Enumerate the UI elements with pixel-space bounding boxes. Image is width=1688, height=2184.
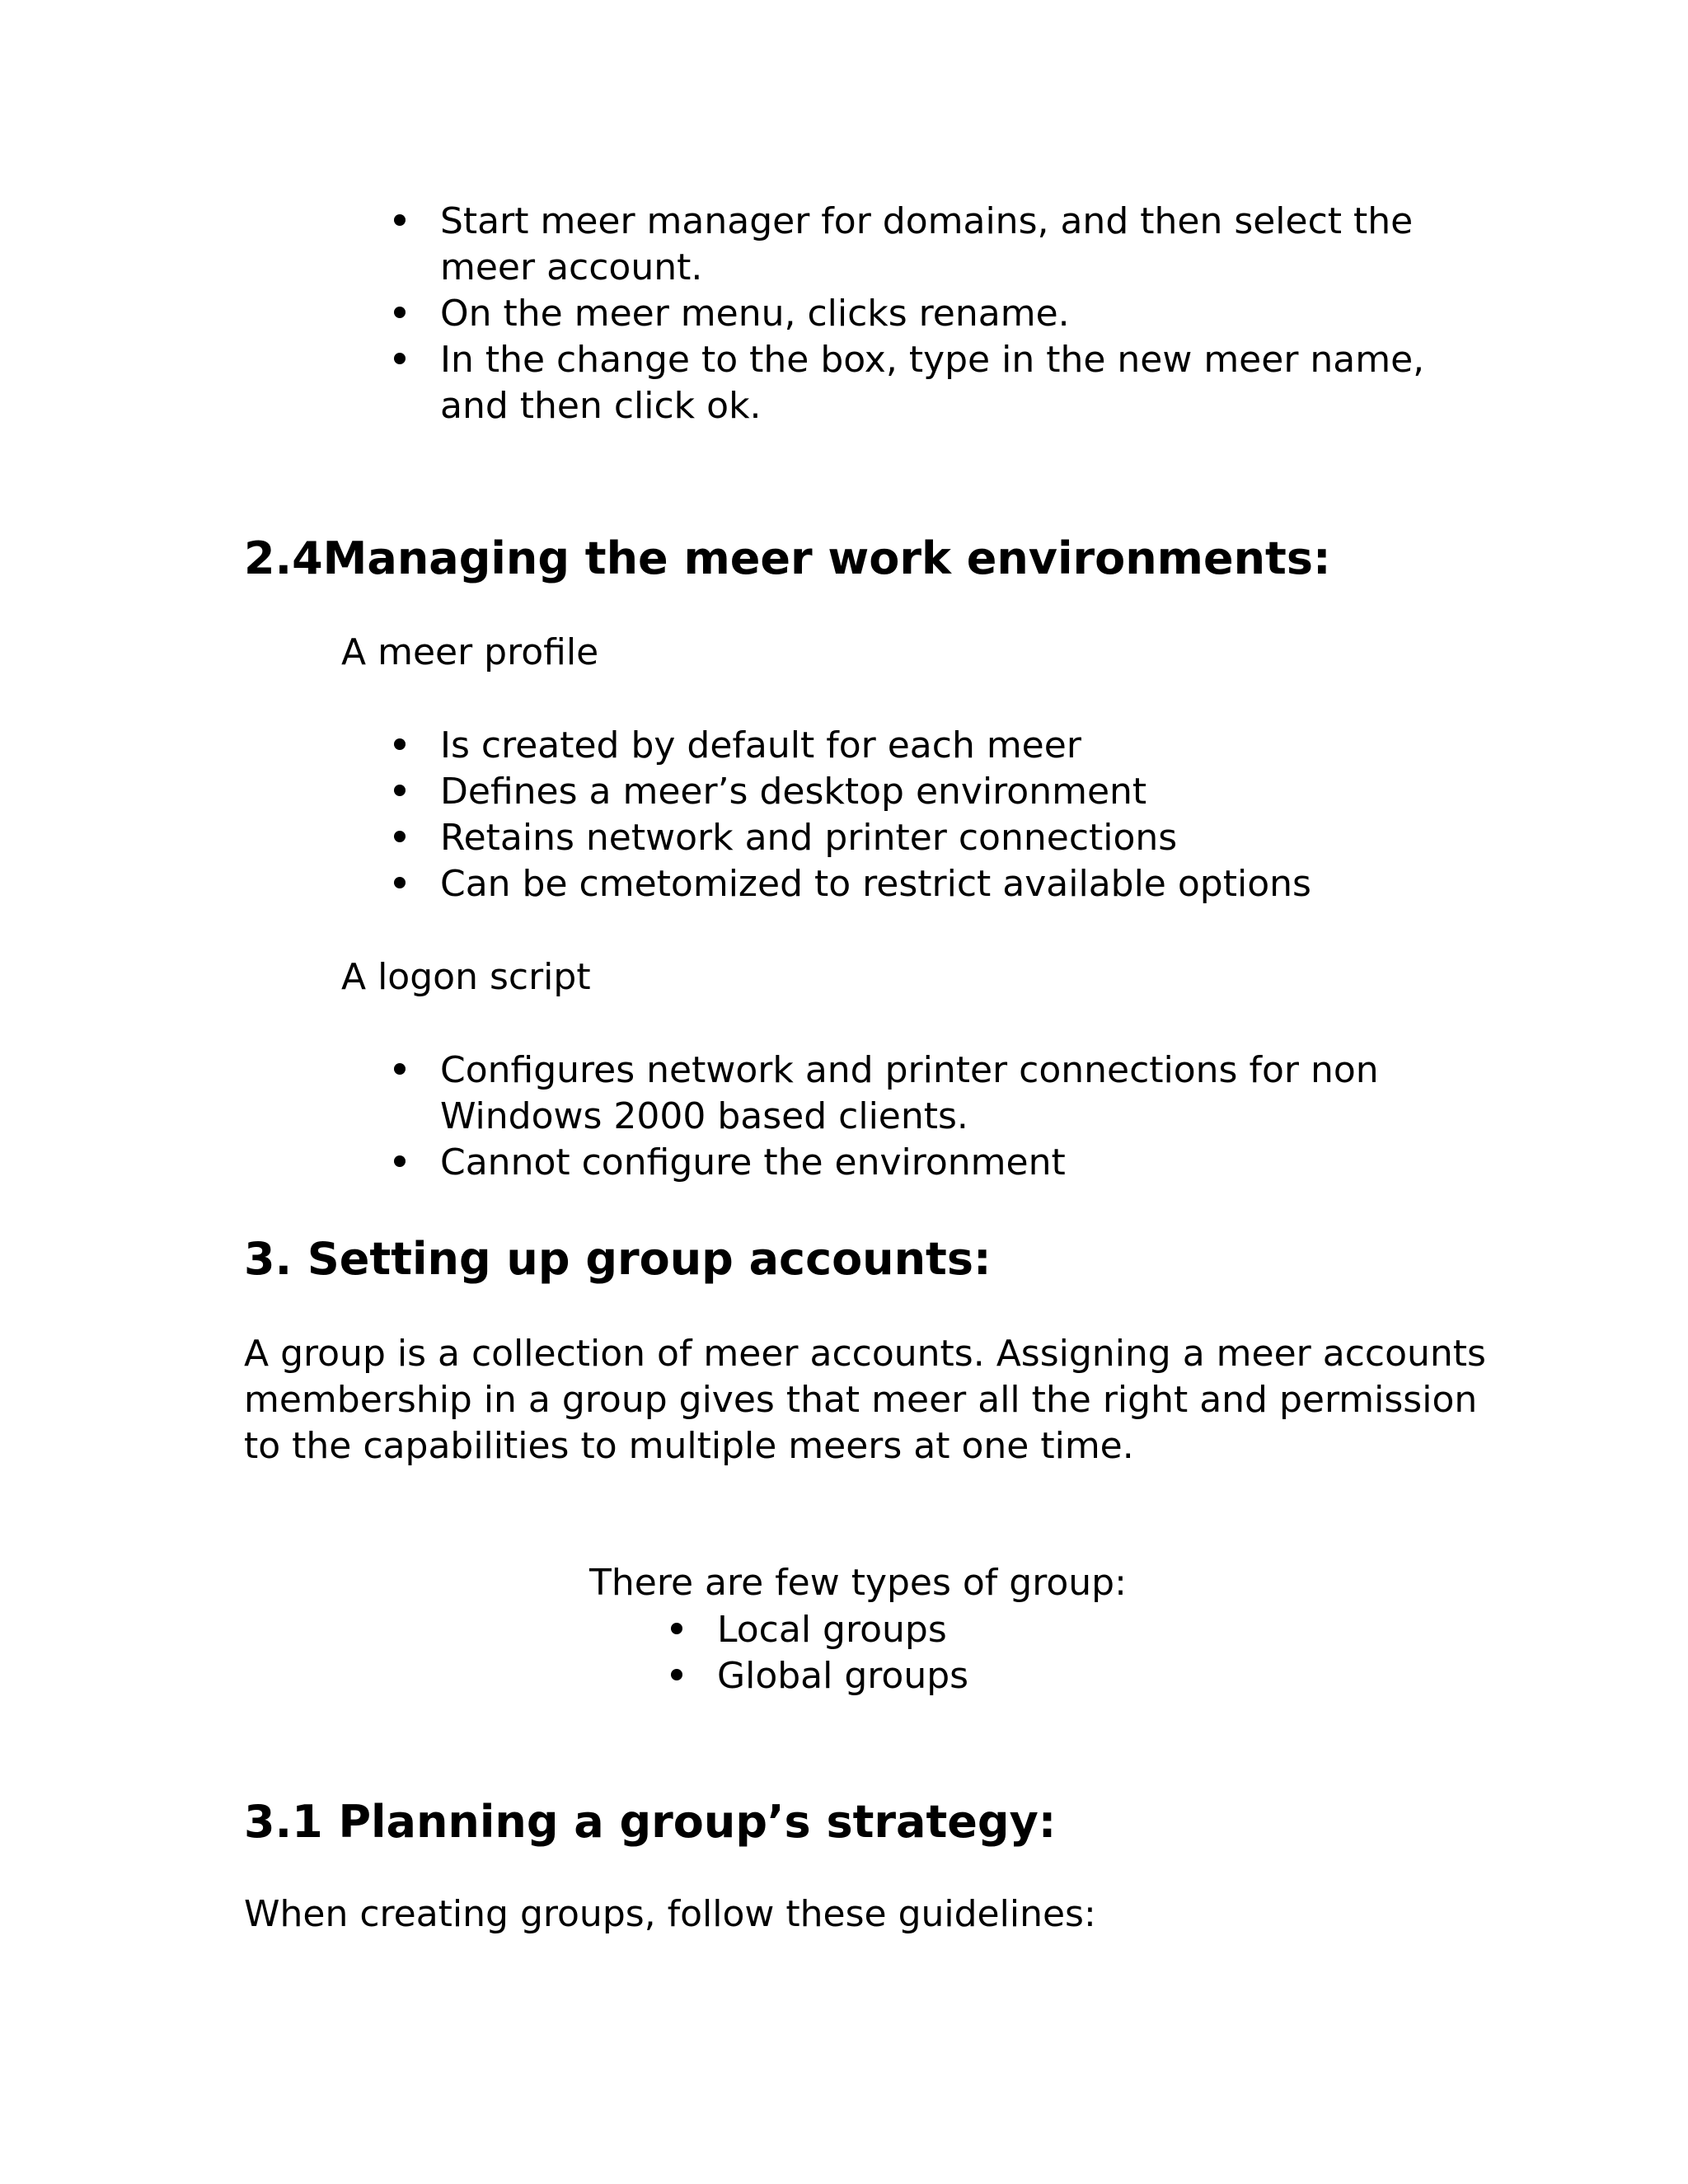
section-heading-2-4: 2.4Managing the meer work environments: bbox=[244, 532, 1331, 584]
profile-list bbox=[440, 723, 1512, 907]
list-item: Is created by default for each meer bbox=[440, 723, 1512, 769]
list-item: Defines a meer’s desktop environment bbox=[440, 769, 1512, 815]
bullet-icon bbox=[671, 1623, 682, 1634]
rename-steps-list bbox=[440, 199, 1495, 429]
bullet-icon bbox=[394, 877, 406, 888]
section-3-paragraph: A group is a collection of meer accounts. Assigning a meer accounts membership in a group gives that meer all the right and permission to the capabilities to multiple meers at one time. bbox=[244, 1333, 1486, 1467]
bullet-icon bbox=[394, 214, 406, 226]
list-item: Start meer manager for domains, and then select the meer account. bbox=[440, 199, 1495, 291]
list-item: On the meer menu, clicks rename. bbox=[440, 291, 1495, 337]
bullet-icon bbox=[394, 831, 406, 842]
list-item: Configures network and printer connections for non Windows 2000 based clients. bbox=[440, 1047, 1512, 1140]
section-heading-3: 3. Setting up group accounts: bbox=[244, 1233, 992, 1285]
list-item: Local groups bbox=[717, 1607, 1294, 1653]
bullet-icon bbox=[394, 307, 406, 318]
section-3-1-paragraph: When creating groups, follow these guidelines: bbox=[244, 1893, 1096, 1935]
list-item: Retains network and printer connections bbox=[440, 815, 1512, 861]
group-types-list bbox=[717, 1607, 1294, 1699]
profile-label: A meer profile bbox=[341, 631, 599, 673]
bullet-icon bbox=[394, 738, 406, 750]
logon-list bbox=[440, 1047, 1512, 1186]
list-item: In the change to the box, type in the new meer name, and then click ok. bbox=[440, 337, 1495, 429]
bullet-icon bbox=[394, 1063, 406, 1075]
section-heading-3-1: 3.1 Planning a group’s strategy: bbox=[244, 1796, 1057, 1848]
logon-label: A logon script bbox=[341, 956, 591, 998]
list-item: Can be cmetomized to restrict available options bbox=[440, 861, 1512, 907]
bullet-icon bbox=[394, 353, 406, 364]
bullet-icon bbox=[394, 785, 406, 796]
bullet-icon bbox=[394, 1155, 406, 1167]
bullet-icon bbox=[671, 1669, 682, 1680]
group-types-label: There are few types of group: bbox=[589, 1562, 1127, 1604]
list-item: Cannot configure the environment bbox=[440, 1140, 1512, 1186]
list-item: Global groups bbox=[717, 1653, 1294, 1699]
